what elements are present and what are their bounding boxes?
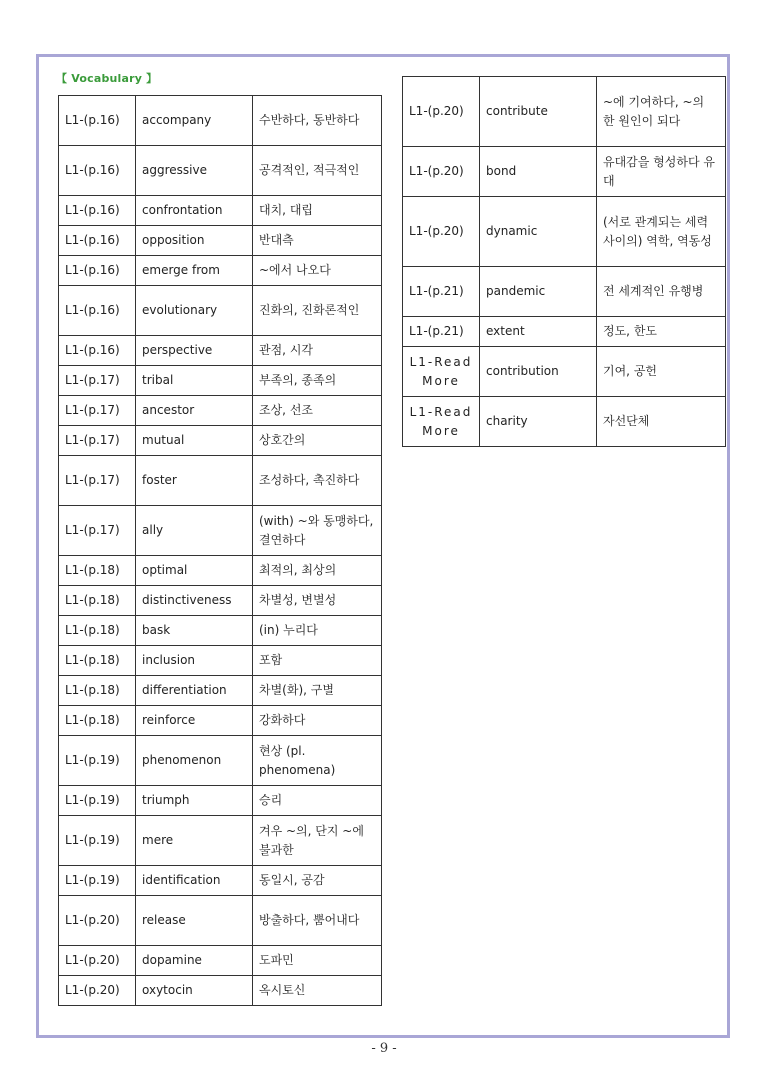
meaning-cell: 겨우 ~의, 단지 ~에 불과한 xyxy=(253,816,382,866)
table-row xyxy=(59,226,382,256)
table-row xyxy=(59,976,382,1006)
ref-cell: L1-(p.16) xyxy=(59,196,136,226)
meaning-cell: 자선단체 xyxy=(597,397,726,447)
word-cell: differentiation xyxy=(136,676,253,706)
word-cell: reinforce xyxy=(136,706,253,736)
table-row xyxy=(59,286,382,336)
word-cell: extent xyxy=(480,317,597,347)
word-cell: identification xyxy=(136,866,253,896)
meaning-cell: 도파민 xyxy=(253,946,382,976)
table-row xyxy=(59,96,382,146)
ref-cell: L1-(p.20) xyxy=(59,946,136,976)
meaning-cell: (in) 누리다 xyxy=(253,616,382,646)
ref-cell: L1-(p.17) xyxy=(59,366,136,396)
ref-cell: L1-(p.17) xyxy=(59,426,136,456)
table-row xyxy=(403,317,726,347)
word-cell: phenomenon xyxy=(136,736,253,786)
table-row xyxy=(403,347,726,397)
meaning-cell: 기여, 공헌 xyxy=(597,347,726,397)
ref-cell: L1-(p.20) xyxy=(59,976,136,1006)
word-cell: optimal xyxy=(136,556,253,586)
table-row xyxy=(59,706,382,736)
meaning-cell: 강화하다 xyxy=(253,706,382,736)
ref-cell: L1-(p.20) xyxy=(403,197,480,267)
meaning-cell: 최적의, 최상의 xyxy=(253,556,382,586)
table-row xyxy=(59,426,382,456)
meaning-cell: 조상, 선조 xyxy=(253,396,382,426)
page-number: - 9 - xyxy=(371,1041,397,1056)
ref-cell: L1-(p.16) xyxy=(59,96,136,146)
word-cell: evolutionary xyxy=(136,286,253,336)
meaning-cell: 차별성, 변별성 xyxy=(253,586,382,616)
meaning-cell: 정도, 한도 xyxy=(597,317,726,347)
meaning-cell: 전 세계적인 유행병 xyxy=(597,267,726,317)
word-cell: dynamic xyxy=(480,197,597,267)
meaning-cell: 차별(화), 구별 xyxy=(253,676,382,706)
ref-cell: L1-(p.21) xyxy=(403,317,480,347)
meaning-cell: 진화의, 진화론적인 xyxy=(253,286,382,336)
word-cell: pandemic xyxy=(480,267,597,317)
table-row xyxy=(59,456,382,506)
table-row xyxy=(59,736,382,786)
ref-cell: L1-(p.19) xyxy=(59,786,136,816)
table-row xyxy=(59,676,382,706)
ref-cell: L1-(p.20) xyxy=(59,896,136,946)
table-row xyxy=(59,336,382,366)
word-cell: release xyxy=(136,896,253,946)
ref-cell: L1-(p.17) xyxy=(59,396,136,426)
meaning-cell: ~에 기여하다, ~의 한 원인이 되다 xyxy=(597,77,726,147)
word-cell: aggressive xyxy=(136,146,253,196)
ref-cell: L1-Read More xyxy=(403,397,480,447)
table-row xyxy=(403,77,726,147)
ref-cell: L1-(p.19) xyxy=(59,816,136,866)
meaning-cell: 방출하다, 뿜어내다 xyxy=(253,896,382,946)
word-cell: foster xyxy=(136,456,253,506)
table-row xyxy=(59,556,382,586)
ref-cell: L1-(p.18) xyxy=(59,586,136,616)
word-cell: tribal xyxy=(136,366,253,396)
table-row xyxy=(59,816,382,866)
table-row xyxy=(59,866,382,896)
meaning-cell: 동일시, 공감 xyxy=(253,866,382,896)
table-row xyxy=(403,197,726,267)
ref-cell: L1-(p.19) xyxy=(59,736,136,786)
meaning-cell: (서로 관계되는 세력 사이의) 역학, 역동성 xyxy=(597,197,726,267)
ref-cell: L1-(p.19) xyxy=(59,866,136,896)
ref-cell: L1-(p.16) xyxy=(59,226,136,256)
word-cell: contribute xyxy=(480,77,597,147)
table-row xyxy=(59,146,382,196)
meaning-cell: 포함 xyxy=(253,646,382,676)
word-cell: mere xyxy=(136,816,253,866)
ref-cell: L1-(p.18) xyxy=(59,706,136,736)
table-row xyxy=(59,786,382,816)
word-cell: ally xyxy=(136,506,253,556)
word-cell: triumph xyxy=(136,786,253,816)
ref-cell: L1-Read More xyxy=(403,347,480,397)
ref-cell: L1-(p.16) xyxy=(59,256,136,286)
meaning-cell: 유대감을 형성하다 유대 xyxy=(597,147,726,197)
word-cell: emerge from xyxy=(136,256,253,286)
table-row xyxy=(403,267,726,317)
word-cell: ancestor xyxy=(136,396,253,426)
table-row xyxy=(59,366,382,396)
ref-cell: L1-(p.16) xyxy=(59,336,136,366)
ref-cell: L1-(p.18) xyxy=(59,646,136,676)
meaning-cell: 반대측 xyxy=(253,226,382,256)
word-cell: inclusion xyxy=(136,646,253,676)
table-row xyxy=(59,646,382,676)
table-row xyxy=(403,397,726,447)
ref-cell: L1-(p.18) xyxy=(59,676,136,706)
word-cell: distinctiveness xyxy=(136,586,253,616)
meaning-cell: 승리 xyxy=(253,786,382,816)
table-row xyxy=(59,396,382,426)
ref-cell: L1-(p.20) xyxy=(403,147,480,197)
meaning-cell: 관점, 시각 xyxy=(253,336,382,366)
ref-cell: L1-(p.17) xyxy=(59,506,136,556)
meaning-cell: 상호간의 xyxy=(253,426,382,456)
vocabulary-table-left xyxy=(58,95,382,1006)
table-row xyxy=(59,896,382,946)
meaning-cell: (with) ~와 동맹하다, 결연하다 xyxy=(253,506,382,556)
table-row xyxy=(59,586,382,616)
meaning-cell: 옥시토신 xyxy=(253,976,382,1006)
table-row xyxy=(403,147,726,197)
word-cell: charity xyxy=(480,397,597,447)
table-row xyxy=(59,616,382,646)
meaning-cell: 수반하다, 동반하다 xyxy=(253,96,382,146)
meaning-cell: 대치, 대립 xyxy=(253,196,382,226)
vocabulary-table-right xyxy=(402,76,726,447)
ref-cell: L1-(p.16) xyxy=(59,286,136,336)
word-cell: opposition xyxy=(136,226,253,256)
word-cell: bask xyxy=(136,616,253,646)
table-row xyxy=(59,196,382,226)
word-cell: confrontation xyxy=(136,196,253,226)
word-cell: accompany xyxy=(136,96,253,146)
word-cell: contribution xyxy=(480,347,597,397)
word-cell: mutual xyxy=(136,426,253,456)
section-title: 【 Vocabulary 】 xyxy=(56,72,158,85)
ref-cell: L1-(p.17) xyxy=(59,456,136,506)
meaning-cell: 부족의, 종족의 xyxy=(253,366,382,396)
table-row xyxy=(59,946,382,976)
ref-cell: L1-(p.21) xyxy=(403,267,480,317)
ref-cell: L1-(p.18) xyxy=(59,616,136,646)
ref-cell: L1-(p.20) xyxy=(403,77,480,147)
meaning-cell: 공격적인, 적극적인 xyxy=(253,146,382,196)
meaning-cell: 조성하다, 촉진하다 xyxy=(253,456,382,506)
table-row xyxy=(59,256,382,286)
ref-cell: L1-(p.18) xyxy=(59,556,136,586)
word-cell: bond xyxy=(480,147,597,197)
word-cell: oxytocin xyxy=(136,976,253,1006)
word-cell: dopamine xyxy=(136,946,253,976)
meaning-cell: 현상 (pl. phenomena) xyxy=(253,736,382,786)
ref-cell: L1-(p.16) xyxy=(59,146,136,196)
table-row xyxy=(59,506,382,556)
word-cell: perspective xyxy=(136,336,253,366)
meaning-cell: ~에서 나오다 xyxy=(253,256,382,286)
